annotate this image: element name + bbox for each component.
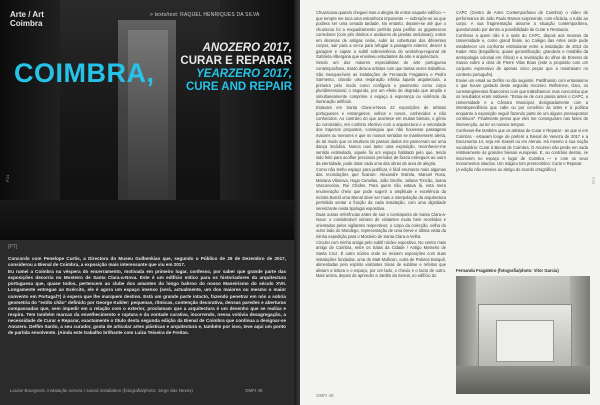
column-paragraph: Sendo um dos maiores especialistas de arte portuguesa contemporânea, Sardo deixou artistas com que tantas vezes trabalhou. São inesquecíveis as instalações de Fernanda Fragateiro e Pedro Sarmento, criando uma respiração infinita àquela arquitectura, a primeira pelo modo como configura o pavimento como corpo pluridimensional; o segundo, por um efeito de degrada que amplia e simultaneamente comprime o espaço à esperança ou violência da iluminação artificial. xyxy=(316,60,446,105)
section-tag-line2: Coimbra xyxy=(10,19,43,28)
column-paragraph: Como não tenho espaço para justificar, é fácil enumerar mais algumas das recordações que ficaram: Alexandre Estrela, Manuel Rosa, Mariana Vilanova, Hugo Canoilas, João Onofre, Juliana Trincão, Joana Vasconcelos, Rui Chafes. Para quem não estava lá, esta mera enumeração cheio que pode sugerir a amplitude e excelência da mostra Burrid uma Bienal deve ser mais a interpolação da arquitectura permitida sentar a fruição da cada instalação, com uma dignidade serenizante nesta tipologia expositiva. xyxy=(316,166,446,211)
column-paragraph: Confessei-lhe também que os artistas de Curar e Reparar - as que vi em Coimbra - estavam longe de preferir a Bienal de Veneza de 2017 e a Documenta 14, seja em Kassel ou em Atenas. Há mesmo a sua noção vocabulário: Curar à Bienal de Coimbra. O Anozero não perde em nada relativamente às grandes bienais europeias. E, ao contrário destas, se inscrevem no espaço e lugar de Coimbra — e com os seus monumentos intactos. Um mágico tom premonitório: Curar e Reparar. xyxy=(456,127,588,167)
author-credit: > texto/text: RAQUEL HENRIQUES DA SILVA xyxy=(150,12,260,18)
column-paragraph: Circulei com minha amiga pelo subtil núcleo expositivo. No centro mais antigo de Coimbra, entre os Salas da Cidade / Antigo Mosteiro de Santa Cruz. É outro núcleo onde se reúnem exposições com duas instalações fundadas, uma de Matt Mullican, outra de Paloma Bosquê, alimentadas pelo espírito visitantes trinas de sublime e refeitos que aliviam a leitura e o espaço, por um lado, o chexio e o tacto de outro. Mais acima, depois de aprender a Jardim da Sereia, no edifício do xyxy=(316,239,446,279)
column-paragraph: Estavam em Santa Clara-a-Nova 22 exposições de artistas portugueses e estrangeiros, velhos e novos, conhecidos e não conhecidos. Ao contrário do que acontece em muitas bienais, o génio do comissário, em conforto efectivo com a arquitectura e a vetoridade dos trajectos propostos, conseguiu que não houvesse passagens maiores ou menores e que os nossos sentidos se mantivessem alerta, de tal modo que os intuitivos de passos dados me pareceram ser uma dança incódica. Nunca ouvi tanto uma exposição, reconhecer-me sentido estimulado, aquele fio um espaço habitado pelo que, tendo sido feito para acolher preciosos períodos de fixeza entregues ao outro da eternidade, pode dotar cada uma das obras de aura de alegria. xyxy=(316,105,446,166)
page-number-right: OMFI 49 xyxy=(316,393,334,398)
article-lead: Concordo com Penelope Curtis, a Directora do Museu Gulbenkian que, segundo o Público de 29 de Dezembro de 2017, considerou a Bienal de Coimbra, a exposição mais interessante que viu em 2017. xyxy=(8,256,286,268)
column-paragraph: (A edição não escreve ao abrigo do acordo ortográfico) xyxy=(456,167,556,173)
side-page-mark: P24 xyxy=(5,174,11,183)
page-number-left: OMFI 48 xyxy=(245,388,263,393)
side-page-mark-right: P25 xyxy=(591,176,597,185)
left-page xyxy=(0,0,294,405)
article-paragraph: Eu rumei a Coimbra na véspera do encerramento, motivada em primeiro lugar, confesso, por saber que grande parte das exposições decorria no Mosteiro de Santa Clara-a-Nova. Este é um edifício mítico para os historiadores da arquitectura portuguesa que, quase todos, pertencem ao clube dos amantes do longo bahroo do nosso Maneirismo do século XVII. Longamente entregue ao Exército, ele é agora um espaço imenso (será, actualmente, um dos maiores ou mesmo o maior convento em Portugal?) à espera que lhe marquem destino. Está um grande parte intacto, fazendo penetrar em nós a sobria geometria do "estilo chão" definido por George Kubler: pequenas, rítmicas, contenção decorativa, densas paredes e aberturas compassadas que, sem impedir em a relação com o exterior, proclamam que a arquitectura é um desenho que se realiza e respira. Tem também marcas da envelhecimento e ruptura e da vontade curativa, incorrendo, nessa volúvia desagregação, a necessidade de Curar e Reparar, exactamente o título desta segunda edição da Bienal de Coimbra que continua a designar-se Anozero. Delfim Sardo, a seu curador, gosta de articular artes plásticas e arquitectura e, também por isso, teve aqui um ponto de partida envolvente. (Ainda este trabalho brilhante com Luiza Teixeira de Freitas. xyxy=(8,269,286,336)
column-paragraph: Chuviscava quando cheguei mas a alegria de entrar naquele edifício — que tempre me toca uma estranheza imponente — sobrepôs-se ao que podiera ser uma cenada tardade. No entanto, deparei-se até que o chuviscou foi a enquadramento perfeito para perfilar os gigantescos corredores (com pés direitos e andaores de janelas ondulosas), entrar em dezenas de antigas celas, subir às coberturas dos diferentes corpos, sair para a cerca para refugiar a paisagem exterior, descer à garagem e captar a subtil sobrevivência do workshop-regional de Gabriela Albergaria que envolveu estudantes da arte e arquitectura. xyxy=(316,10,446,60)
title-line-en-2: CURE AND REPAIR xyxy=(185,81,292,93)
title-line-pt-1: ANOZERO 2017, xyxy=(202,42,292,54)
text-column-1 xyxy=(316,10,446,279)
text-column-2 xyxy=(456,10,588,173)
section-tag-line1: Arte / Art xyxy=(10,10,44,19)
language-marker: [PT] xyxy=(8,244,18,250)
column-paragraph: Duas outras referências antes de sair o contraponto de Santa Clara-a-Nova: o considerável número de visitantes muito bem recebidos e orientados pelos vigilantes respectivos; o corpo da colecção, velha do outro lado do Mondego, representação de uma breve e última visita da minha expedição para o Mosteiro de Santa Clara-a-Velha. xyxy=(316,211,446,239)
article-body xyxy=(8,256,286,337)
right-page xyxy=(300,0,600,405)
photo-block xyxy=(456,268,590,396)
section-tag xyxy=(10,10,44,28)
column-paragraph: CAPC (Centro de Artes Contemporânea de Coimbra) o vídeo de performance de João Paulo Ramos surpreende, com eficácia, o ruído ao corpo. A sua fragmentação assume a situação contemporânea, questionando por dentro a possibilidade de Curar e Restaurar. xyxy=(456,10,588,32)
photo-caption-right: Fernanda Fragateiro (fotografia/photo: Vitor Garcia) xyxy=(456,268,559,273)
title-line-pt-2: CURAR E REPARAR xyxy=(180,55,292,67)
installation-photo xyxy=(456,276,590,394)
column-paragraph: Confesso a quem não é a sede do CAPC, depois aos museus da Universidade e, como grand finale, ao Colégio das Artes onde pude estabelecer um confronto estimulante entre a instalação de 2013 do Kader Attia (Esquilíbrio, quase gerontificação, grandeza e mirabilia da antropologia colonial em África) e a revisitação do olhar de Ernesto de Sousa sobre a obra de Pierre Vilas Boas (este a propósito com um conjunto expressivo de apenas cinco peças que a mostravam no contexto português). xyxy=(456,32,588,77)
photo-caption-left: Louise Bourgeois, instalação sonora / sound installation (fotografia/photo: Jorge das Neves) xyxy=(10,388,193,393)
article-title-lines xyxy=(122,42,292,94)
title-line-en-1: YEARZERO 2017, xyxy=(196,68,292,80)
hero-photo xyxy=(0,0,294,240)
article-title-main: COIMBRA, xyxy=(14,58,155,88)
column-paragraph: Enviei um email ao Delfim no dia seguinte. Partilhando com entusiasmo o que houve gostado deste segundo Anozero. Refleti-me, claro, os constrangimentos financeiros com que trabalhamos: mas concordou que os resultados eram notáveis. "Estou-se de curo passa antes o CAPC, a Universidade e a Câmara Municipal, designadamente com a interdependência que cabe ou por convênio às artes e à política enquanto a exposição seguir fazendo parte de um alguns pressupostos contínuos". Finalmente penso que eles me conseguiram nas fases de intervenção, ao ter os nossos tempos. xyxy=(456,77,588,127)
